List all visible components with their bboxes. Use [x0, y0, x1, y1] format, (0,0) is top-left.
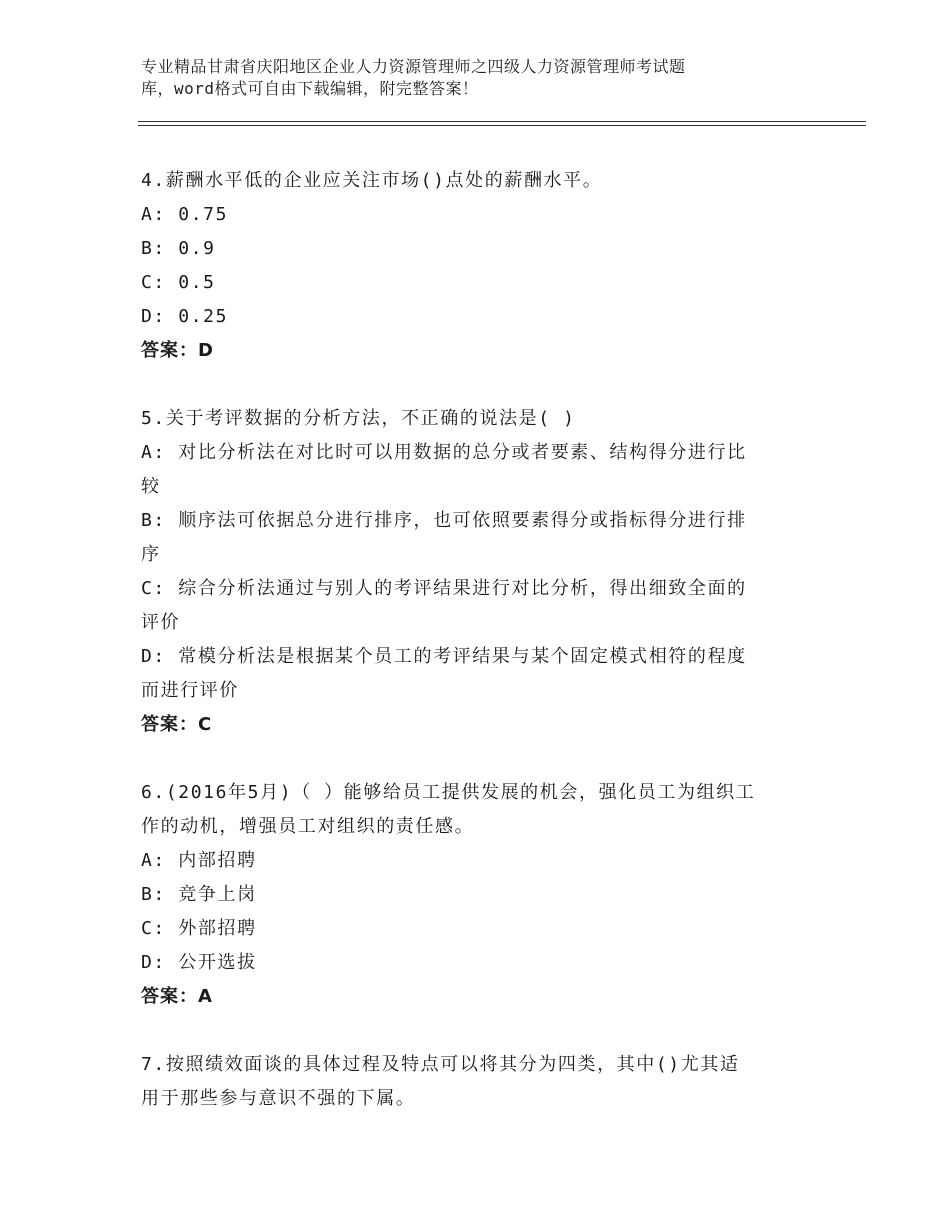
question-5-option-b-cont: 序 [141, 544, 161, 565]
question-7 [141, 1048, 821, 1116]
header-line-1: 专业精品甘肃省庆阳地区企业人力资源管理师之四级人力资源管理师考试题 [141, 57, 686, 76]
question-6-option-b: B: 竞争上岗 [141, 884, 257, 905]
header-divider-top [138, 121, 866, 122]
question-5-option-d: D: 常模分析法是根据某个员工的考评结果与某个固定模式相符的程度 [141, 646, 747, 667]
question-6 [141, 776, 821, 1014]
question-5 [141, 402, 821, 742]
question-4-stem: 4.薪酬水平低的企业应关注市场()点处的薪酬水平。 [141, 170, 603, 191]
question-7-stem-cont: 用于那些参与意识不强的下属。 [141, 1088, 416, 1109]
question-4 [141, 164, 821, 368]
question-5-option-c-cont: 评价 [141, 612, 181, 633]
question-5-answer: 答案：C [141, 714, 213, 735]
document-header [141, 56, 841, 100]
header-line-2: 库，word格式可自由下载编辑，附完整答案！ [141, 79, 479, 98]
question-4-option-c: C: 0.5 [141, 272, 216, 293]
question-4-answer: 答案：D [141, 340, 214, 361]
question-5-option-a-cont: 较 [141, 476, 161, 497]
question-4-option-d: D: 0.25 [141, 306, 229, 327]
question-6-option-d: D: 公开选拔 [141, 952, 257, 973]
question-5-option-d-cont: 而进行评价 [141, 680, 239, 701]
question-5-stem: 5.关于考评数据的分析方法，不正确的说法是( ) [141, 408, 576, 429]
question-5-option-c: C: 综合分析法通过与别人的考评结果进行对比分析，得出细致全面的 [141, 578, 747, 599]
question-6-option-a: A: 内部招聘 [141, 850, 257, 871]
question-4-option-a: A: 0.75 [141, 204, 229, 225]
question-5-option-b: B: 顺序法可依据总分进行排序，也可依照要素得分或指标得分进行排 [141, 510, 747, 531]
question-7-stem: 7.按照绩效面谈的具体过程及特点可以将其分为四类，其中()尤其适 [141, 1054, 740, 1075]
question-6-stem-cont: 作的动机，增强员工对组织的责任感。 [141, 816, 475, 837]
header-divider-bottom [138, 125, 866, 126]
question-6-option-c: C: 外部招聘 [141, 918, 257, 939]
question-4-option-b: B: 0.9 [141, 238, 216, 259]
question-6-answer: 答案：A [141, 986, 213, 1007]
question-list [141, 164, 821, 1150]
question-5-option-a: A: 对比分析法在对比时可以用数据的总分或者要素、结构得分进行比 [141, 442, 747, 463]
question-6-stem: 6.(2016年5月)（ ）能够给员工提供发展的机会，强化员工为组织工 [141, 782, 756, 803]
